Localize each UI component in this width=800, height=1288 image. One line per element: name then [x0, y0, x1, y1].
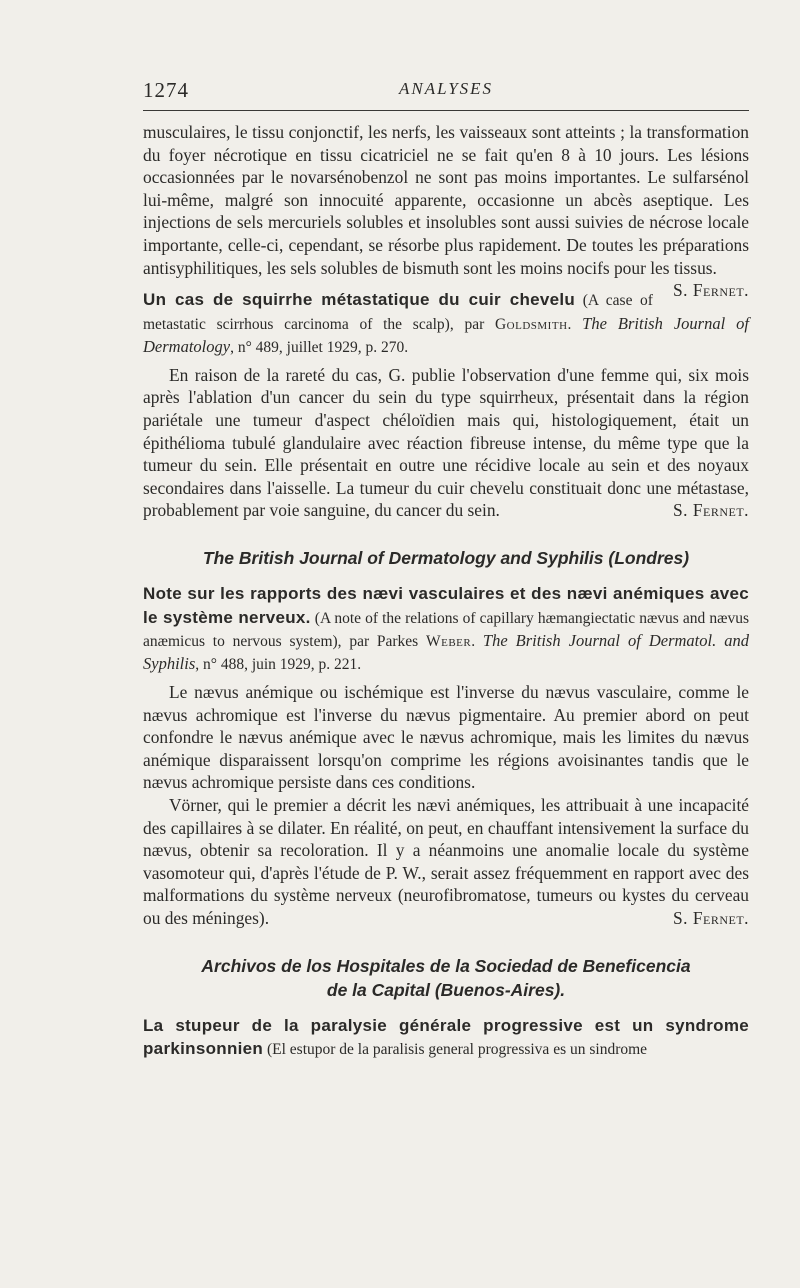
article-title: Note sur les rapports des nævi vasculaires et des nævi anémiques avec le système nerveux. — [143, 583, 749, 627]
article-paragraph — [143, 794, 749, 930]
article-paragraph — [143, 364, 749, 522]
signature: S. Fernet. — [672, 908, 749, 929]
page-number: 1274 — [143, 78, 189, 102]
article-title: Un cas de squirrhe métastatique du cuir chevelu — [143, 290, 576, 310]
article-heading — [143, 288, 749, 358]
citation-issue: , n° 489, juillet 1929, p. 270. — [230, 338, 409, 356]
article-continuation-text: musculaires, le tissu conjonctif, les nerfs, les vaisseaux sont atteints ; la transformation du foyer nécrotique en tissu cicatriciel ne se fait qu'en 8 à 10 jours. Les lésions occasionnées par le novarsénobenzol ne sont pas moins importantes. Le sulfarsénol lui-même, malgré son innocuité apparente, occasionne un abcès aseptique. Les injections de sels mercuriels solubles et insolubles sont aussi suivies de nécrose locale importante, celle-ci, cependant, se résorbe plus rapidement. De toutes les préparations antisyphilitiques, les sels solubles de bismuth sont les moins nocifs pour les tissus. — [143, 122, 749, 278]
journal-heading — [143, 954, 749, 1002]
citation-author: Weber — [426, 633, 472, 651]
body-text — [143, 121, 749, 1061]
article-heading — [143, 582, 749, 675]
citation-separator: . — [471, 633, 483, 651]
header-rule — [143, 110, 749, 111]
journal-heading-line: de la Capital (Buenos-Aires). — [326, 979, 566, 1000]
citation-separator: . — [567, 315, 583, 333]
article-heading — [143, 1014, 749, 1061]
running-head: ANALYSES — [398, 79, 494, 98]
citation-journal: The British Journal of Dermatology — [143, 313, 749, 356]
page-header — [143, 74, 749, 104]
citation-issue: , n° 488, juin 1929, p. 221. — [195, 656, 362, 674]
article-paragraph-text: En raison de la rareté du cas, G. publie l'observation d'une femme qui, six mois après l'ablation d'un cancer du sein du type squirrheux, présentait dans la région pariétale une tumeur d'aspect chéloïdien mais qui, histologiquement, était un épithélioma tubulé glandulaire avec réaction fibreuse intense, du même type que la tumeur du sein. Elle présentait en outre une récidive locale au sein et des noyaux secondaires dans l'aisselle. La tumeur du cuir chevelu constituait donc une métastase, probablement par voie sanguine, du cancer du sein. — [143, 364, 749, 521]
article-paragraph: Le nævus anémique ou ischémique est l'inverse du nævus vasculaire, comme le nævus achromique est l'inverse du nævus pigmentaire. Au premier abord on peut confondre le nævus anémique avec le nævus achromique, mais les limites du nævus anémique disparaissent lorsqu'on comprime les régions avoisinantes tandis que le nævus achromique persiste dans ces conditions. — [143, 682, 749, 793]
citation-author: Goldsmith — [494, 315, 568, 333]
signature: S. Fernet. — [672, 280, 749, 301]
article-title: La stupeur de la paralysie générale progressive est un syndrome parkinsonnien — [143, 1015, 749, 1059]
citation-journal: The British Journal of Dermatol. and Syphilis — [143, 631, 749, 674]
article-citation: (El estupor de la paralisis general progressiva es un sindrome — [263, 1041, 648, 1059]
article-paragraph-text: Vörner, qui le premier a décrit les nævi anémiques, les attribuait à une incapacité des capillaires à se dilater. En réalité, on peut, en chauffant intensivement la surface du nævus, obtenir sa recoloration. Il y a néanmoins une anomalie locale du système vasomoteur qui, d'après l'étude de P. W., serait assez fréquemment en rapport avec des malformations du système nerveux (neurofibromatose, tumeurs ou kystes du cerveau ou des méninges). — [143, 795, 749, 929]
citation-text: (A case of metastatic scirrhous carcinoma of the scalp), par — [143, 292, 653, 333]
journal-heading: The British Journal of Dermatology and Syphilis (Londres) — [202, 547, 690, 568]
signature: S. Fernet. — [672, 500, 749, 521]
citation-text: (A note of the relations of capillary hæmangiectatic nævus and nævus anæmicus to nervous system), par Parkes — [143, 609, 749, 651]
journal-heading-line: Archivos de los Hospitales de la Sociedad de Beneficencia — [201, 955, 691, 976]
